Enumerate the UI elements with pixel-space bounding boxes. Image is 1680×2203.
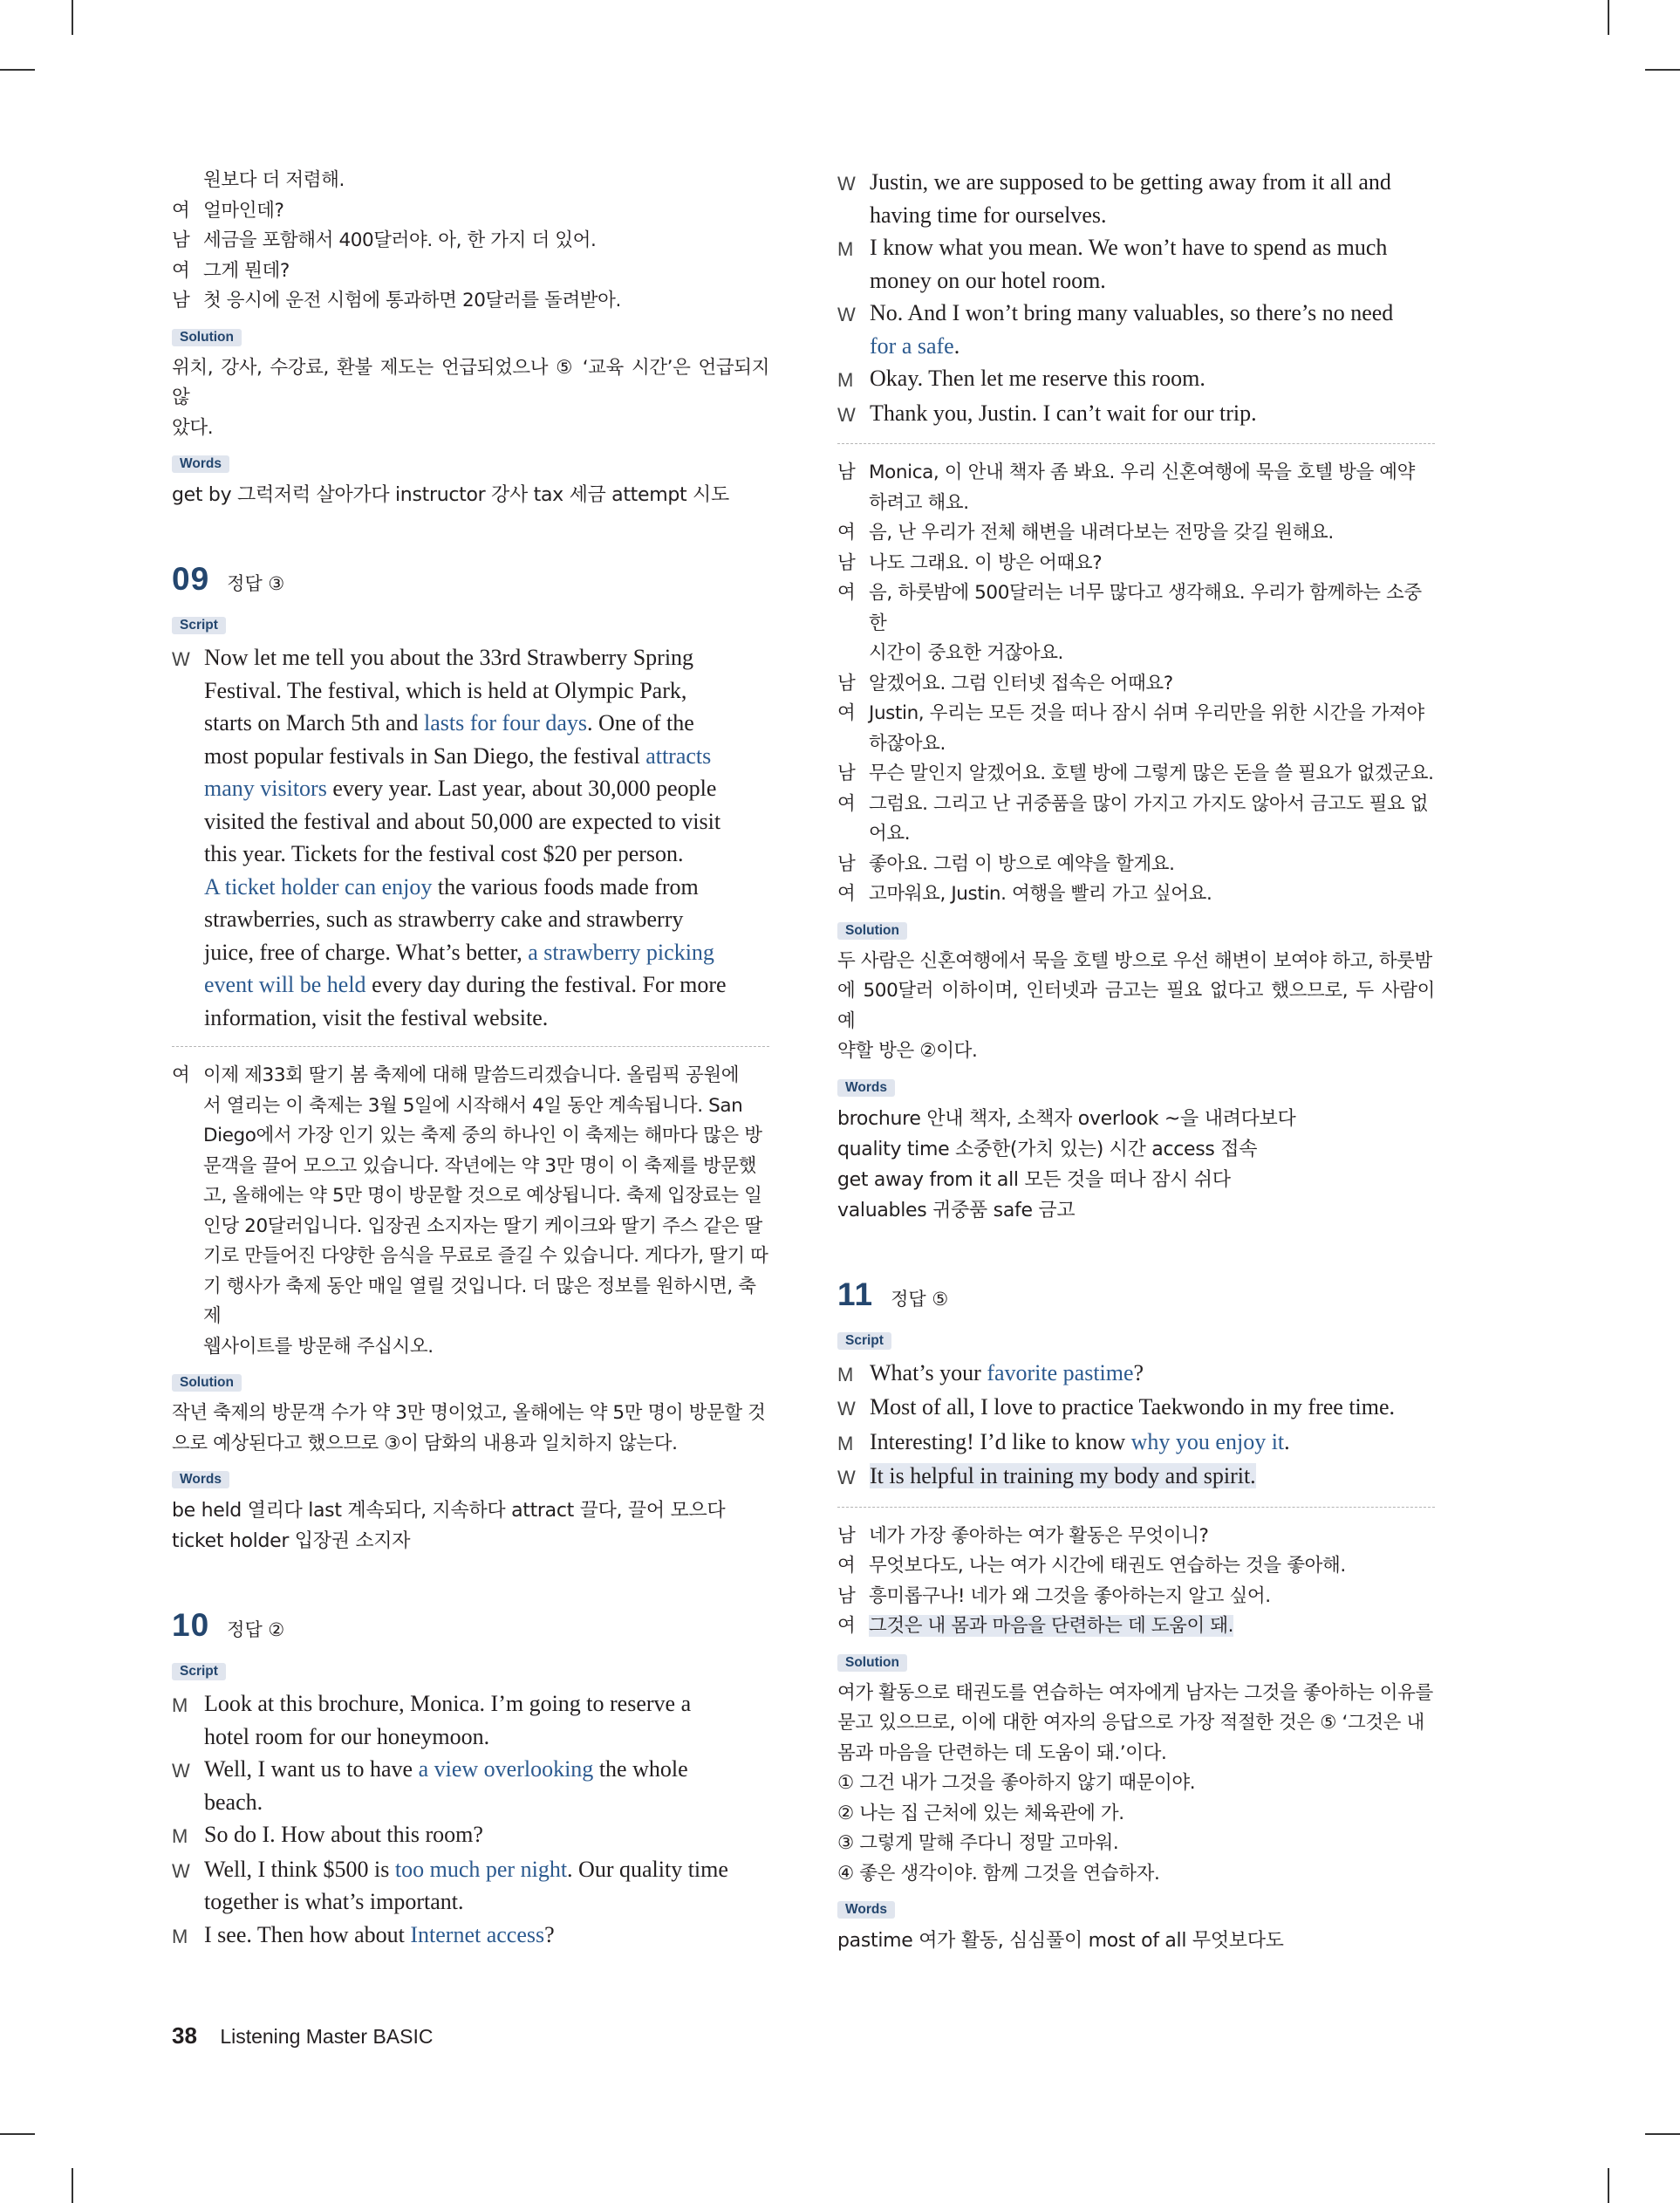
- script-line: [870, 166, 1435, 199]
- script-line: [204, 641, 769, 674]
- dialog-text: [204, 1818, 769, 1853]
- speaker-label: 남: [837, 1584, 856, 1607]
- script-line: [870, 362, 1435, 395]
- translation-text: 그게 뭔데?: [203, 259, 290, 282]
- script-line: [204, 805, 769, 838]
- crop-mark: [0, 69, 35, 71]
- translation-line: 알겠어요. 그럼 인터넷 접속은 어때요?: [869, 672, 1173, 694]
- words-label: Words: [837, 1901, 895, 1919]
- speaker-label: 여: [172, 259, 190, 282]
- script-text: It is helpful in training my body and spirit.: [870, 1463, 1256, 1488]
- script-line: [204, 936, 769, 969]
- words-line: valuables 귀중품 safe 금고: [837, 1199, 1076, 1221]
- translation-text: [869, 1551, 1435, 1582]
- translation-line: 기로 만들어진 다양한 음식을 무료로 즐길 수 있습니다. 게다가, 딸기 따: [203, 1245, 768, 1267]
- solution-label: Solution: [837, 922, 907, 940]
- words-line: be held 열리다 last 계속되다, 지속하다 attract 끌다, 끌어 모으다: [172, 1500, 726, 1522]
- script-line: [204, 903, 769, 936]
- dialog-turn: [837, 362, 1435, 397]
- script-text: starts on March 5th and: [204, 710, 425, 735]
- dialog-turn: [837, 1460, 1435, 1495]
- dialog-text: [870, 1357, 1435, 1392]
- script-line: [204, 1002, 769, 1035]
- left-column: [172, 166, 769, 1953]
- question-number: 10: [172, 1607, 210, 1643]
- words-line: pastime 여가 활동, 심심풀이 most of all 무엇보다도: [837, 1930, 1284, 1952]
- key-phrase: why you enjoy it: [1130, 1428, 1285, 1454]
- script-line: [204, 1919, 769, 1952]
- words-line: brochure 안내 책자, 소책자 overlook ~을 내려다보다: [837, 1107, 1296, 1130]
- translation-line: 이제 제33회 딸기 봄 축제에 대해 말씀드리겠습니다. 올림픽 공원에: [203, 1064, 740, 1086]
- translation-line: 고, 올해에는 약 5만 명이 방문할 것으로 예상됩니다. 축제 입장료는 일: [203, 1185, 762, 1207]
- dialog-text: [204, 1919, 769, 1953]
- words-list: [172, 1495, 769, 1556]
- speaker-label: M: [172, 1925, 188, 1947]
- script-line: [204, 1853, 769, 1886]
- dialog-turn: [172, 1919, 769, 1953]
- key-phrase: a view overlooking: [418, 1756, 594, 1782]
- speaker-label: W: [837, 1467, 856, 1488]
- script-text: most popular festivals in San Diego, the festival: [204, 742, 646, 769]
- translation-line: [869, 1582, 1435, 1612]
- speaker-label: 여: [172, 199, 190, 222]
- translation-text: [869, 759, 1435, 790]
- dialog-text: [870, 231, 1435, 297]
- script-line: [204, 1786, 769, 1819]
- script-text: So do I. How about this room?: [204, 1822, 483, 1847]
- translation-line: 하려고 해요.: [869, 491, 969, 514]
- speaker-label: 여: [837, 792, 856, 815]
- key-phrase: event will be held: [204, 972, 366, 997]
- dialog-text: [870, 1426, 1435, 1461]
- script-line: [204, 674, 769, 708]
- translation-turn: [837, 1522, 1435, 1552]
- solution-line: 았다.: [172, 416, 214, 439]
- script-label: Script: [172, 617, 226, 634]
- script-text: visited the festival and about 50,000 are expected to visit: [204, 808, 721, 834]
- translation-turn: [837, 850, 1435, 880]
- translation-text: 세금을 포함해서 400달러야. 아, 한 가지 더 있어.: [203, 229, 597, 251]
- speaker-label: 여: [837, 1555, 856, 1577]
- divider: [837, 1507, 1435, 1508]
- translation-text: 흥미롭구나! 네가 왜 그것을 좋아하는지 알고 싶어.: [869, 1584, 1271, 1607]
- script-text: Okay. Then let me reserve this room.: [870, 366, 1205, 391]
- translation-text: 얼마인데?: [203, 199, 284, 222]
- translation-line: 음, 하룻밤에 500달러는 너무 많다고 생각해요. 우리가 함께하는 소중한: [869, 582, 1422, 634]
- speaker-label: M: [837, 1432, 854, 1454]
- speaker-label: M: [172, 1825, 188, 1847]
- solution-text: [837, 947, 1435, 1067]
- translation-turn: [837, 1551, 1435, 1582]
- script-text: What’s your: [870, 1359, 987, 1385]
- translation-line: [869, 1522, 1435, 1552]
- words-line: ticket holder 입장권 소지자: [172, 1530, 411, 1552]
- script-line: [870, 1357, 1435, 1390]
- solution-line: 여가 활동으로 태권도를 연습하는 여자에게 남자는 그것을 좋아하는 이유를: [837, 1681, 1433, 1704]
- speaker-label: 남: [837, 551, 856, 574]
- script-text: this year. Tickets for the festival cost $20 per person.: [204, 841, 684, 866]
- speaker-label: W: [172, 648, 190, 670]
- answer-option: ③ 그렇게 말해 주다니 정말 고마워.: [837, 1832, 1119, 1854]
- script-10: [172, 1687, 769, 1953]
- script-text: Interesting! I’d like to know: [870, 1428, 1131, 1454]
- solution-line: 약할 방은 ②이다.: [837, 1040, 978, 1062]
- solution-line: 위치, 강사, 수강료, 환불 제도는 언급되었으나 ⑤ ‘교육 시간’은 언급되지 않: [172, 356, 769, 408]
- translation-turn: [837, 518, 1435, 549]
- translation-turn: [172, 166, 769, 196]
- script-11: [837, 1357, 1435, 1495]
- speaker-label: 남: [837, 1524, 856, 1547]
- script-line: [870, 199, 1435, 232]
- dialog-text: [870, 1460, 1435, 1495]
- translation-turn: [837, 458, 1435, 518]
- script-line: [204, 1885, 769, 1919]
- script-line: [870, 397, 1435, 430]
- translation-line: Justin, 우리는 모든 것을 떠나 잠시 쉬며 우리만을 위한 시간을 가져야: [869, 702, 1424, 724]
- script-text: .: [953, 332, 960, 359]
- script-text: every day during the festival. For more: [365, 972, 727, 997]
- translation-turn: [837, 790, 1435, 850]
- dialog-text: [870, 297, 1435, 362]
- dialog-turn: [837, 297, 1435, 362]
- words-list: [172, 480, 769, 510]
- translation-text: [869, 458, 1435, 518]
- script-text: every year. Last year, about 30,000 people: [326, 776, 717, 801]
- dialog-text: [870, 362, 1435, 397]
- key-phrase: for a safe: [870, 332, 954, 359]
- speaker-label: W: [837, 304, 856, 325]
- page-footer: [172, 2022, 433, 2049]
- script-text: Festival. The festival, which is held at Olympic Park,: [204, 677, 687, 703]
- dialog-turn: [172, 1818, 769, 1853]
- translation-turn: [172, 257, 769, 287]
- dialog-turn: [172, 1853, 769, 1919]
- speaker-label: 남: [837, 672, 856, 694]
- speaker-label: 여: [172, 1064, 190, 1086]
- translation-line: 나도 그래요. 이 방은 어때요?: [869, 551, 1103, 574]
- speaker-label: 여: [837, 883, 856, 905]
- translation-line: [869, 1551, 1435, 1582]
- translation-line: 하잖아요.: [869, 732, 946, 755]
- translation-turn: [172, 286, 769, 317]
- translation-line: Diego에서 가장 인기 있는 축제 중의 하나인 이 축제는 해마다 많은 방: [203, 1125, 762, 1146]
- dialog-text: [870, 166, 1435, 231]
- script-line: [870, 1460, 1435, 1493]
- translation-line: 그럼요. 그리고 난 귀중품을 많이 가지고 가지도 않아서 금고도 필요 없: [869, 792, 1429, 815]
- script-09: [172, 641, 769, 1034]
- translation-line: 좋아요. 그럼 이 방으로 예약을 할게요.: [869, 852, 1175, 875]
- question-09-header: [172, 561, 769, 598]
- solution-label: Solution: [837, 1654, 907, 1672]
- translation-line: 서 열리는 이 축제는 3월 5일에 시작해서 4일 동안 계속됩니다. San: [203, 1094, 743, 1117]
- translation-text: 네가 가장 좋아하는 여가 활동은 무엇이니?: [869, 1524, 1209, 1547]
- script-line: [204, 968, 769, 1002]
- script-text: Look at this brochure, Monica. I’m going to reserve a: [204, 1691, 692, 1716]
- script-line: [204, 1721, 769, 1754]
- script-10-continued: [837, 166, 1435, 431]
- translation-line: 음, 난 우리가 전체 해변을 내려다보는 전망을 갖길 원해요.: [869, 522, 1334, 544]
- dialog-turn: [172, 1687, 769, 1753]
- answer-label: 정답 ③: [227, 573, 285, 594]
- words-list: [837, 1104, 1435, 1226]
- script-line: [870, 1391, 1435, 1424]
- speaker-label: M: [172, 1694, 188, 1716]
- script-text: hotel room for our honeymoon.: [204, 1723, 490, 1749]
- dialog-text: [204, 1687, 769, 1753]
- translation-turn: [837, 1611, 1435, 1642]
- crop-mark: [1645, 2133, 1680, 2135]
- script-line: [204, 871, 769, 904]
- speaker-label: M: [837, 1363, 854, 1385]
- speaker-label: W: [172, 1760, 190, 1782]
- script-text: I know what you mean. We won’t have to spend as much: [870, 235, 1388, 260]
- script-text: Well, I want us to have: [204, 1756, 419, 1782]
- solution-text: [172, 353, 769, 444]
- translation-line: 무슨 말인지 알겠어요. 호텔 방에 그렇게 많은 돈을 쓸 필요가 없겠군요.: [869, 763, 1434, 784]
- translation-turn: [172, 196, 769, 227]
- script-line: [204, 1818, 769, 1851]
- question-number: 11: [837, 1276, 874, 1312]
- speaker-label: [172, 166, 203, 196]
- speaker-label: 남: [837, 763, 856, 784]
- script-text: Now let me tell you about the 33rd Strawberry Spring: [204, 645, 694, 670]
- translation-line: 기 행사가 축제 동안 매일 열릴 것입니다. 더 많은 정보를 원하시면, 축제: [203, 1275, 756, 1327]
- translation-text: 그것은 내 몸과 마음을 단련하는 데 도움이 돼.: [869, 1615, 1234, 1637]
- speaker-label: 남: [172, 229, 190, 251]
- translation-text: [869, 518, 1435, 549]
- dialog-turn: [837, 1391, 1435, 1426]
- speaker-label: 여: [837, 1615, 856, 1637]
- speaker-label: 남: [837, 462, 856, 483]
- translation-line: 인당 20달러입니다. 입장권 소지자는 딸기 케이크와 딸기 주스 같은 딸: [203, 1214, 762, 1237]
- answer-label: 정답 ⑤: [891, 1288, 949, 1310]
- solution-label: Solution: [172, 329, 242, 346]
- translation-line: Monica, 이 안내 책자 좀 봐요. 우리 신혼여행에 묵을 호텔 방을 예약: [869, 462, 1416, 483]
- dialog-text: [204, 1753, 769, 1818]
- key-phrase: lasts for four days: [424, 710, 588, 735]
- script-text: the various foods made from: [432, 873, 699, 900]
- answer-option: ② 나는 집 근처에 있는 체육관에 가.: [837, 1802, 1124, 1824]
- ko-translation-top: [172, 166, 769, 317]
- solution-line: 으로 예상된다고 했으므로 ③이 담화의 내용과 일치하지 않는다.: [172, 1432, 678, 1454]
- dialog-turn: [837, 397, 1435, 432]
- dialog-turn: [837, 1357, 1435, 1392]
- words-line: get away from it all 모든 것을 떠나 잠시 쉬다: [837, 1168, 1231, 1191]
- script-text: I see. Then how about: [204, 1921, 411, 1947]
- translation-text: 원보다 더 저렴해.: [203, 169, 345, 191]
- solution-line: 에 500달러 이하이며, 인터넷과 금고는 필요 없다고 했으므로, 두 사람이 예: [837, 980, 1435, 1032]
- solution-text: [837, 1679, 1435, 1769]
- translation-line: 어요.: [869, 823, 911, 845]
- script-line: [204, 838, 769, 871]
- speaker-label: 여: [837, 582, 856, 604]
- key-phrase: many visitors: [204, 776, 327, 801]
- translation-text: [869, 699, 1435, 759]
- answer-option: ① 그건 내가 그것을 좋아하지 않기 때문이야.: [837, 1772, 1196, 1794]
- translation-line: 문객을 끌어 모으고 있습니다. 작년에는 약 3만 명이 이 축제를 방문했: [203, 1154, 757, 1177]
- translation-text: [869, 578, 1435, 669]
- script-text: juice, free of charge. What’s better,: [204, 939, 529, 965]
- answer-option: ④ 좋은 생각이야. 함께 그것을 연습하자.: [837, 1862, 1160, 1885]
- translation-text: [869, 790, 1435, 850]
- solution-line: 몸과 마음을 단련하는 데 도움이 돼.’이다.: [837, 1741, 1167, 1764]
- words-label: Words: [172, 1471, 229, 1488]
- speaker-label: 남: [172, 290, 190, 311]
- answer-options: [837, 1769, 1435, 1889]
- dialog-turn: [172, 1753, 769, 1818]
- translation-turn: [172, 226, 769, 257]
- translation-text: [869, 850, 1435, 880]
- script-line: [204, 740, 769, 773]
- translation-turn: [837, 1582, 1435, 1612]
- words-line: quality time 소중한(가치 있는) 시간 access 접속: [837, 1138, 1258, 1160]
- speaker-label: 여: [837, 522, 856, 544]
- dialog-turn: [837, 166, 1435, 231]
- script-line: [204, 772, 769, 805]
- solution-label: Solution: [172, 1374, 242, 1392]
- dialog-text: [870, 1391, 1435, 1426]
- key-phrase: a strawberry picking: [528, 939, 714, 965]
- solution-line: 두 사람은 신혼여행에서 묵을 호텔 방으로 우선 해변이 보여야 하고, 하룻밤: [837, 949, 1432, 972]
- solution-line: 작년 축제의 방문객 수가 약 3만 명이었고, 올해에는 약 5만 명이 방문할 것: [172, 1402, 766, 1424]
- key-phrase: attracts: [645, 742, 712, 769]
- crop-mark: [72, 2168, 73, 2203]
- book-title: Listening Master BASIC: [220, 2025, 434, 2048]
- translation-turn: [837, 759, 1435, 790]
- key-phrase: favorite pastime: [987, 1359, 1134, 1385]
- solution-line: 묻고 있으므로, 이에 대한 여자의 응답으로 가장 적절한 것은 ⑤ ‘그것은 내: [837, 1712, 1424, 1734]
- script-line: [870, 264, 1435, 298]
- script-line: [204, 1687, 769, 1721]
- speaker-label: W: [837, 1398, 856, 1420]
- dialog-turn: [837, 231, 1435, 297]
- words-label: Words: [172, 455, 229, 473]
- translation-turn: [837, 699, 1435, 759]
- dialog-text: [204, 1853, 769, 1919]
- translation-text: [869, 549, 1435, 579]
- script-text: Thank you, Justin. I can’t wait for our trip.: [870, 400, 1257, 426]
- translation-line: 웹사이트를 방문해 주십시오.: [203, 1335, 434, 1358]
- ko-translation-10: [837, 458, 1435, 910]
- translation-text: 첫 응시에 운전 시험에 통과하면 20달러를 돌려받아.: [203, 290, 621, 311]
- key-phrase: too much per night: [394, 1856, 568, 1882]
- script-text: ?: [544, 1921, 555, 1947]
- crop-mark: [1608, 2168, 1609, 2203]
- speaker-label: W: [172, 1859, 190, 1882]
- translation-line: 시간이 중요한 거잖아요.: [869, 642, 1063, 664]
- translation-line: [869, 1611, 1435, 1642]
- script-text: beach.: [204, 1789, 263, 1815]
- script-text: Well, I think $500 is: [204, 1856, 395, 1882]
- page-number: 38: [172, 2022, 197, 2049]
- ko-translation-09: [172, 1061, 769, 1362]
- question-10-header: [172, 1607, 769, 1644]
- translation-turn: [837, 578, 1435, 669]
- words-line: get by 그럭저럭 살아가다 instructor 강사 tax 세금 attempt 시도: [172, 484, 729, 506]
- script-text: Justin, we are supposed to be getting away from it all and: [870, 169, 1391, 195]
- speaker-label: 여: [837, 702, 856, 724]
- translation-text: 무엇보다도, 나는 여가 시간에 태권도 연습하는 것을 좋아해.: [869, 1555, 1346, 1577]
- crop-mark: [1608, 0, 1609, 35]
- dialog-turn: [837, 1426, 1435, 1461]
- script-line: [870, 1426, 1435, 1459]
- script-text: strawberries, such as strawberry cake and strawberry: [204, 907, 684, 932]
- crop-mark: [72, 0, 73, 35]
- script-text: No. And I won’t bring many valuables, so there’s no need: [870, 300, 1394, 325]
- solution-text: [172, 1399, 769, 1459]
- script-text: .: [1284, 1428, 1290, 1454]
- translation-turn: [837, 549, 1435, 579]
- script-label: Script: [172, 1663, 226, 1680]
- script-text: the whole: [593, 1756, 688, 1782]
- script-line: [870, 297, 1435, 330]
- translation-text: [869, 1522, 1435, 1552]
- speaker-label: 남: [837, 852, 856, 875]
- crop-mark: [1645, 69, 1680, 71]
- crop-mark: [0, 2133, 35, 2135]
- script-line: [870, 231, 1435, 264]
- right-column: [837, 166, 1435, 1956]
- dialog-text: [870, 397, 1435, 432]
- divider: [837, 443, 1435, 444]
- ko-translation-11: [837, 1522, 1435, 1642]
- words-label: Words: [837, 1079, 895, 1097]
- question-number: 09: [172, 561, 210, 597]
- key-phrase: Internet access: [410, 1921, 545, 1947]
- answer-label: 정답 ②: [227, 1619, 285, 1640]
- question-11-header: [837, 1276, 1435, 1313]
- script-line: [870, 330, 1435, 363]
- translation-line: 고마워요, Justin. 여행을 빨리 가고 싶어요.: [869, 883, 1212, 905]
- script-text: having time for ourselves.: [870, 202, 1107, 228]
- translation-turn: [837, 879, 1435, 910]
- script-text: . One of the: [587, 710, 694, 735]
- speaker-label: W: [837, 173, 856, 195]
- translation-turn: [837, 669, 1435, 700]
- script-line: [204, 707, 769, 740]
- script-line: [204, 1753, 769, 1786]
- speaker-label: W: [837, 403, 856, 426]
- translation-text: [869, 1611, 1435, 1642]
- script-text: . Our quality time: [567, 1856, 728, 1882]
- words-list: [837, 1926, 1435, 1956]
- script-text: together is what’s important.: [204, 1889, 464, 1914]
- translation-text: [869, 1582, 1435, 1612]
- script-text: ?: [1133, 1359, 1144, 1385]
- speaker-label: M: [837, 369, 854, 391]
- script-text: money on our hotel room.: [870, 267, 1106, 293]
- script-text: Most of all, I love to practice Taekwondo in my free time.: [870, 1394, 1396, 1420]
- script-label: Script: [837, 1332, 891, 1350]
- key-phrase: A ticket holder can enjoy: [204, 873, 433, 900]
- speaker-label: M: [837, 238, 854, 260]
- divider: [172, 1046, 769, 1047]
- script-text: information, visit the festival website.: [204, 1004, 549, 1030]
- translation-text: [869, 879, 1435, 910]
- translation-text: [869, 669, 1435, 700]
